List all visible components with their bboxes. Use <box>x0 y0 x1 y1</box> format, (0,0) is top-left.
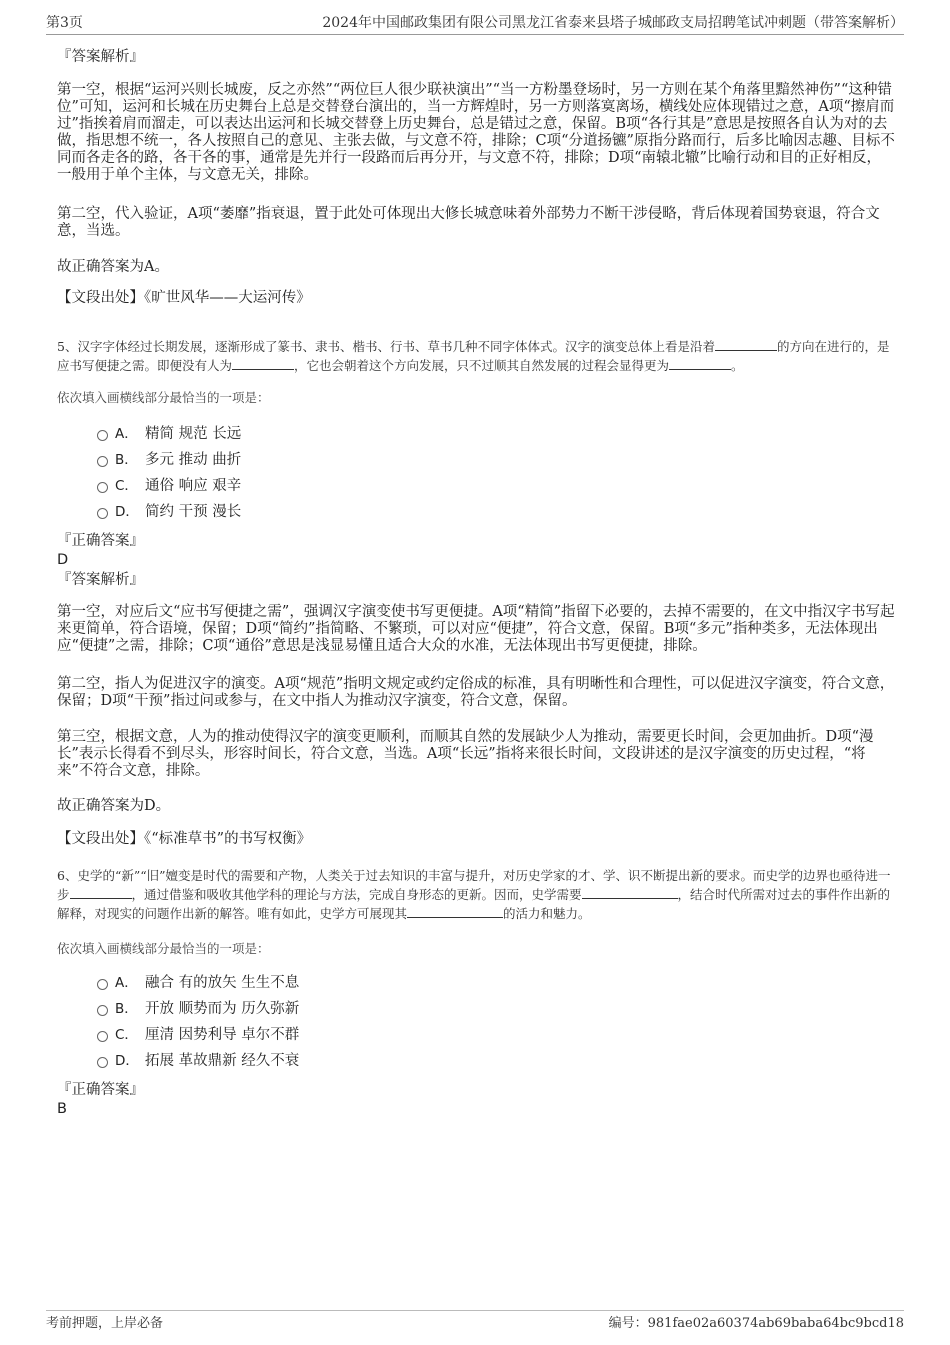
q5-stem-part1: 5、汉字字体经过长期发展，逐渐形成了篆书、隶书、楷书、行书、草书几种不同字体体式。汉字的演变总体上看是沿着 <box>57 339 715 354</box>
q5-stem-part4: 。 <box>731 358 744 373</box>
option-letter: A． <box>115 975 138 991</box>
q6-blank-3 <box>407 905 503 918</box>
q6-stem-part1: 6、史学的“新”“旧”嬗变是时代的需要和产物，人类关于过去知识的丰富与提升，对历史学家的才、学、识不断提出新的要求。而史学的边界也亟待进一步 <box>57 868 891 902</box>
radio-circle-icon[interactable] <box>97 482 108 493</box>
q5-analysis-label: 『答案解析』 <box>57 572 144 588</box>
document-id: 编号：981fae02a60374ab69baba64bc9bcd18 <box>608 1316 904 1331</box>
q6-option-a[interactable] <box>95 972 495 994</box>
radio-circle-icon[interactable] <box>97 456 108 467</box>
q6-option-b[interactable] <box>95 998 495 1020</box>
q5-stem-part2: 的方向在进行的，是应书写便捷之需。即便没有人为 <box>57 339 890 373</box>
option-text: 简约 干预 漫长 <box>145 504 242 520</box>
page-footer <box>46 1310 904 1335</box>
q6-blank-1 <box>70 886 132 899</box>
option-text: 通俗 响应 艰辛 <box>145 478 242 494</box>
q5-analysis-p2: 第二空，指人为促进汉字的演变。A项“规范”指明文规定或约定俗成的标准，具有明晰性和合理性，可以促进汉字演变，符合文意，保留；D项“干预”指过问或参与，在文中指人为推动汉字演变，符合文意，保留。 <box>57 676 895 709</box>
q5-analysis-p1: 第一空，对应后文“应书写便捷之需”，强调汉字演变使书写更便捷。A项“精简”指留下必要的，去掉不需要的，在文中指汉字书写起来更简单，符合语境，保留；D项“简约”指简略、不繁琐，可以对应“便捷”，符合文意，保留。B项“多元”指种类多，无法体现出应“便捷”之需，排除；C项“通俗”意思是浅显易懂且适合大众的水准，无法体现出书写更便捷，排除。 <box>57 604 895 654</box>
option-text: 精简 规范 长远 <box>145 426 242 442</box>
document-title: 2024年中国邮政集团有限公司黑龙江省泰来县塔子城邮政支局招聘笔试冲刺题（带答案解析） <box>322 15 904 31</box>
q4-analysis-p1: 第一空，根据“运河兴则长城废，反之亦然”“两位巨人很少联袂演出”“当一方粉墨登场时，另一方则在某个角落里黯然神伤”“这种错位”可知，运河和长城在历史舞台上总是交替登台演出的，当一方辉煌时，另一方则落寞离场，横线处应体现错过之意，A项“擦肩而过”指挨着肩而溜走，可以表达出运河和长城交替登上历史舞台，总是错过之意，保留。B项“各行其是”意思是按照各自认为对的去做，指思想不统一，各人按照自己的意见、主张去做，与文意不符，排除；C项“分道扬镳”原指分路而行，后多比喻因志趣、目标不同而各走各的路，各干各的事，通常是先并行一段路而后再分开，与文意不符，排除；D项“南辕北辙”比喻行动和目的正好相反，一般用于单个主体，与文意无关，排除。 <box>57 82 895 183</box>
q6-option-d[interactable] <box>95 1050 495 1072</box>
option-letter: B． <box>115 452 138 468</box>
radio-circle-icon[interactable] <box>97 1057 108 1068</box>
q6-option-c[interactable] <box>95 1024 495 1046</box>
option-letter: C． <box>115 478 138 494</box>
q6-stem-part4: 的活力和魅力。 <box>503 906 591 921</box>
option-letter: D． <box>115 504 139 520</box>
radio-circle-icon[interactable] <box>97 1031 108 1042</box>
radio-circle-icon[interactable] <box>97 979 108 990</box>
q4-source: 【文段出处】《旷世风华——大运河传》 <box>57 290 311 306</box>
q5-option-b[interactable] <box>95 449 495 471</box>
option-text: 融合 有的放矢 生生不息 <box>145 975 300 991</box>
q5-analysis-p3: 第三空，根据文意，人为的推动使得汉字的演变更顺利，而顺其自然的发展缺少人为推动，需要更长时间，会更加曲折。D项“漫长”表示长得看不到尽头，形容时间长，符合文意，当选。A项“长远”指将来很长时间，文段讲述的是汉字演变的历史过程，“将来”不符合文意，排除。 <box>57 729 874 779</box>
option-letter: C． <box>115 1027 138 1043</box>
q5-stem <box>57 337 895 375</box>
q6-blank-2 <box>582 886 678 899</box>
q6-prompt: 依次填入画横线部分最恰当的一项是： <box>57 941 270 956</box>
option-text: 开放 顺势而为 历久弥新 <box>145 1001 300 1017</box>
q6-answer-label: 『正确答案』 <box>57 1082 144 1098</box>
page-number: 第3页 <box>46 15 83 31</box>
q6-stem <box>57 866 895 923</box>
q4-analysis-p2: 第二空，代入验证，A项“萎靡”指衰退，置于此处可体现出大修长城意味着外部势力不断干涉侵略，背后体现着国势衰退，符合文意，当选。 <box>57 206 880 239</box>
q5-blank-3 <box>669 357 731 370</box>
q5-conclusion: 故正确答案为D。 <box>57 798 171 814</box>
q6-answer: B <box>57 1101 67 1117</box>
footer-slogan: 考前押题，上岸必备 <box>46 1316 164 1331</box>
option-text: 多元 推动 曲折 <box>145 452 242 468</box>
q5-blank-2 <box>232 357 294 370</box>
q5-prompt: 依次填入画横线部分最恰当的一项是： <box>57 390 270 405</box>
q5-option-d[interactable] <box>95 501 495 523</box>
q4-analysis-label: 『答案解析』 <box>57 49 144 65</box>
q4-conclusion: 故正确答案为A。 <box>57 259 169 275</box>
option-letter: B． <box>115 1001 138 1017</box>
option-text: 拓展 革故鼎新 经久不衰 <box>145 1053 300 1069</box>
page-header <box>46 14 904 35</box>
radio-circle-icon[interactable] <box>97 1005 108 1016</box>
q5-option-a[interactable] <box>95 423 495 445</box>
radio-circle-icon[interactable] <box>97 430 108 441</box>
q5-stem-part3: ，它也会朝着这个方向发展，只不过顺其自然发展的过程会显得更为 <box>294 358 670 373</box>
q5-answer-label: 『正确答案』 <box>57 533 144 549</box>
q5-option-c[interactable] <box>95 475 495 497</box>
option-text: 厘清 因势利导 卓尔不群 <box>145 1027 300 1043</box>
option-letter: D． <box>115 1053 139 1069</box>
q6-stem-part2: ，通过借鉴和吸收其他学科的理论与方法，完成自身形态的更新。因而，史学需要 <box>131 887 582 902</box>
q6-stem-part3: ，结合时代所需对过去的事件作出新的解释，对现实的问题作出新的解答。唯有如此，史学方可展现其 <box>57 887 891 921</box>
radio-circle-icon[interactable] <box>97 508 108 519</box>
option-letter: A． <box>115 426 138 442</box>
q5-source: 【文段出处】《“标准草书”的书写权衡》 <box>57 831 312 847</box>
q5-answer: D <box>57 552 69 568</box>
q5-blank-1 <box>715 338 777 351</box>
